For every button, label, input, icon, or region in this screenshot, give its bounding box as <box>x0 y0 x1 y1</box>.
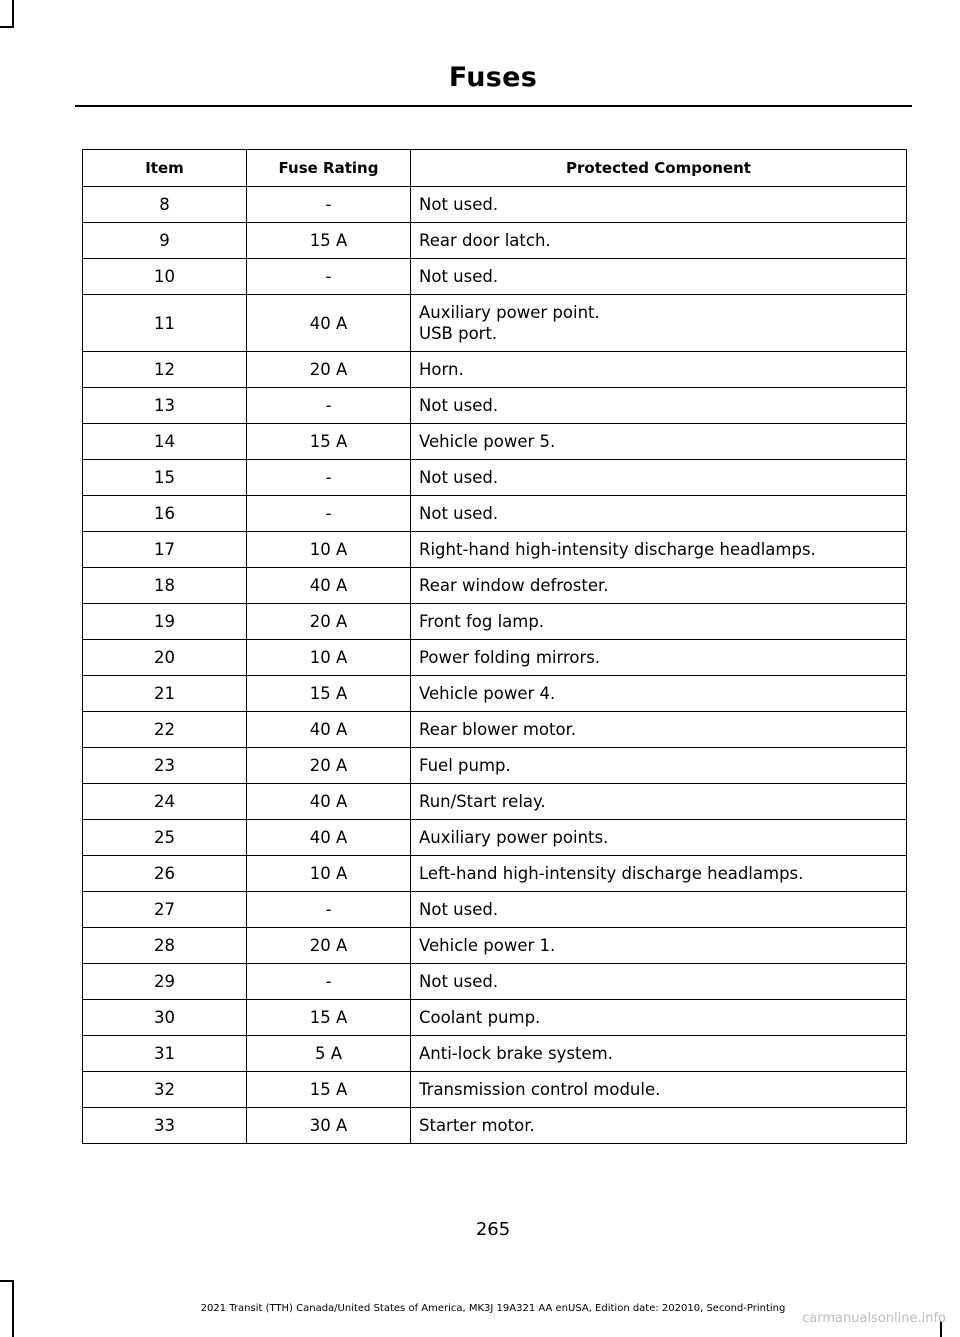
component-line: Vehicle power 1. <box>419 936 556 955</box>
protected-component-cell <box>411 712 907 748</box>
table-row <box>83 187 907 223</box>
component-line: USB port. <box>419 324 498 343</box>
item-cell: 29 <box>83 964 247 1000</box>
component-line: Coolant pump. <box>419 1008 541 1027</box>
fuse-rating-cell: - <box>247 388 411 424</box>
protected-component-cell <box>411 223 907 259</box>
component-line: Vehicle power 4. <box>419 684 556 703</box>
table-row <box>83 892 907 928</box>
fuse-table <box>82 149 907 1144</box>
fuse-rating-cell: 15 A <box>247 1000 411 1036</box>
table-row <box>83 784 907 820</box>
item-cell: 28 <box>83 928 247 964</box>
table-row <box>83 928 907 964</box>
fuse-rating-cell: - <box>247 187 411 223</box>
fuse-rating-cell: 40 A <box>247 295 411 352</box>
table-row <box>83 388 907 424</box>
protected-component-cell <box>411 640 907 676</box>
table-row <box>83 352 907 388</box>
fuse-rating-cell: 20 A <box>247 748 411 784</box>
component-line: Not used. <box>419 504 499 523</box>
protected-component-cell <box>411 187 907 223</box>
item-cell: 10 <box>83 259 247 295</box>
component-line: Horn. <box>419 360 464 379</box>
protected-component-cell <box>411 676 907 712</box>
fuse-rating-cell: 20 A <box>247 928 411 964</box>
column-header-protected-component: Protected Component <box>411 150 907 187</box>
component-line: Power folding mirrors. <box>419 648 601 667</box>
item-cell: 15 <box>83 460 247 496</box>
item-cell: 13 <box>83 388 247 424</box>
table-row <box>83 676 907 712</box>
protected-component-cell <box>411 259 907 295</box>
item-cell: 9 <box>83 223 247 259</box>
table-row <box>83 964 907 1000</box>
component-line: Auxiliary power point. <box>419 303 600 322</box>
table-row <box>83 820 907 856</box>
protected-component-cell <box>411 1000 907 1036</box>
column-header-item: Item <box>83 150 247 187</box>
item-cell: 25 <box>83 820 247 856</box>
table-row <box>83 640 907 676</box>
item-cell: 19 <box>83 604 247 640</box>
component-line: Rear window defroster. <box>419 576 609 595</box>
table-header-row <box>83 150 907 187</box>
protected-component-cell <box>411 964 907 1000</box>
crop-mark <box>12 0 14 26</box>
fuse-rating-cell: - <box>247 460 411 496</box>
protected-component-cell <box>411 568 907 604</box>
protected-component-cell <box>411 928 907 964</box>
table-row <box>83 295 907 352</box>
item-cell: 21 <box>83 676 247 712</box>
fuse-rating-cell: 40 A <box>247 712 411 748</box>
item-cell: 20 <box>83 640 247 676</box>
protected-component-cell <box>411 1072 907 1108</box>
protected-component-cell <box>411 820 907 856</box>
component-line: Not used. <box>419 900 499 919</box>
protected-component-cell <box>411 496 907 532</box>
protected-component-cell <box>411 604 907 640</box>
component-line: Left-hand high-intensity discharge headlamps. <box>419 864 804 883</box>
component-line: Vehicle power 5. <box>419 432 556 451</box>
protected-component-cell <box>411 295 907 352</box>
component-line: Anti-lock brake system. <box>419 1044 613 1063</box>
protected-component-cell <box>411 856 907 892</box>
item-cell: 14 <box>83 424 247 460</box>
component-line: Not used. <box>419 396 499 415</box>
item-cell: 26 <box>83 856 247 892</box>
item-cell: 23 <box>83 748 247 784</box>
protected-component-cell <box>411 784 907 820</box>
component-line: Transmission control module. <box>419 1080 661 1099</box>
protected-component-cell <box>411 460 907 496</box>
table-row <box>83 259 907 295</box>
item-cell: 27 <box>83 892 247 928</box>
publication-footer: 2021 Transit (TTH) Canada/United States of America, MK3J 19A321 AA enUSA, Edition date: 202010, Second-Printing <box>200 1303 786 1314</box>
fuse-rating-cell: 40 A <box>247 784 411 820</box>
fuse-rating-cell: 30 A <box>247 1108 411 1144</box>
component-line: Right-hand high-intensity discharge headlamps. <box>419 540 816 559</box>
component-line: Not used. <box>419 195 499 214</box>
fuse-rating-cell: 10 A <box>247 532 411 568</box>
fuse-rating-cell: 40 A <box>247 820 411 856</box>
crop-mark <box>0 1280 14 1282</box>
table-row <box>83 460 907 496</box>
title-rule <box>75 105 912 107</box>
component-line: Run/Start relay. <box>419 792 546 811</box>
column-header-fuse-rating: Fuse Rating <box>247 150 411 187</box>
protected-component-cell <box>411 532 907 568</box>
table-row <box>83 856 907 892</box>
component-line: Rear door latch. <box>419 231 551 250</box>
fuse-rating-cell: 40 A <box>247 568 411 604</box>
table-row <box>83 568 907 604</box>
fuse-rating-cell: 20 A <box>247 604 411 640</box>
item-cell: 17 <box>83 532 247 568</box>
fuse-rating-cell: 10 A <box>247 856 411 892</box>
table-row <box>83 1072 907 1108</box>
fuse-rating-cell: 15 A <box>247 424 411 460</box>
fuse-rating-cell: - <box>247 892 411 928</box>
protected-component-cell <box>411 352 907 388</box>
protected-component-cell <box>411 388 907 424</box>
item-cell: 12 <box>83 352 247 388</box>
fuse-rating-cell: 10 A <box>247 640 411 676</box>
table-row <box>83 496 907 532</box>
protected-component-cell <box>411 1036 907 1072</box>
table-row <box>83 712 907 748</box>
table-row <box>83 604 907 640</box>
fuse-rating-cell: - <box>247 964 411 1000</box>
fuse-rating-cell: 15 A <box>247 676 411 712</box>
fuse-rating-cell: 15 A <box>247 223 411 259</box>
item-cell: 32 <box>83 1072 247 1108</box>
table-row <box>83 532 907 568</box>
page-number: 265 <box>475 1219 511 1240</box>
fuse-rating-cell: 15 A <box>247 1072 411 1108</box>
fuse-rating-cell: - <box>247 496 411 532</box>
protected-component-cell <box>411 748 907 784</box>
table-row <box>83 1000 907 1036</box>
protected-component-cell <box>411 424 907 460</box>
table-row <box>83 424 907 460</box>
item-cell: 22 <box>83 712 247 748</box>
component-line: Not used. <box>419 468 499 487</box>
item-cell: 16 <box>83 496 247 532</box>
item-cell: 33 <box>83 1108 247 1144</box>
component-line: Auxiliary power points. <box>419 828 609 847</box>
fuse-rating-cell: 20 A <box>247 352 411 388</box>
fuse-rating-cell: 5 A <box>247 1036 411 1072</box>
component-line: Rear blower motor. <box>419 720 577 739</box>
component-line: Fuel pump. <box>419 756 511 775</box>
table-row <box>83 1108 907 1144</box>
page-title: Fuses <box>448 62 538 93</box>
table-row <box>83 223 907 259</box>
component-line: Not used. <box>419 972 499 991</box>
table-row <box>83 1036 907 1072</box>
table-row <box>83 748 907 784</box>
protected-component-cell <box>411 892 907 928</box>
protected-component-cell <box>411 1108 907 1144</box>
crop-mark <box>0 26 14 28</box>
item-cell: 30 <box>83 1000 247 1036</box>
item-cell: 8 <box>83 187 247 223</box>
item-cell: 11 <box>83 295 247 352</box>
component-line: Not used. <box>419 267 499 286</box>
item-cell: 18 <box>83 568 247 604</box>
item-cell: 24 <box>83 784 247 820</box>
item-cell: 31 <box>83 1036 247 1072</box>
watermark: carmanualsonline.info <box>802 1311 946 1326</box>
fuse-rating-cell: - <box>247 259 411 295</box>
component-line: Front fog lamp. <box>419 612 545 631</box>
component-line: Starter motor. <box>419 1116 535 1135</box>
